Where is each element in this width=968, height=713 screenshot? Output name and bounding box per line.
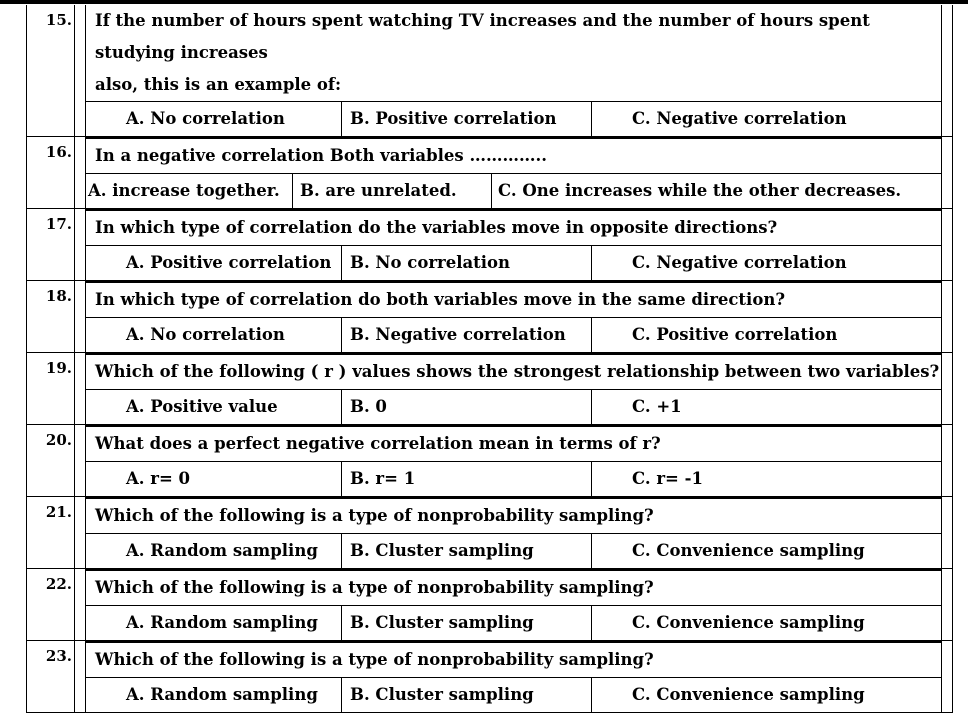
question-number: 16. [45, 143, 72, 161]
options-row [86, 174, 941, 208]
question-number: 21. [45, 503, 72, 521]
option-a[interactable]: A. No correlation [86, 102, 342, 136]
option-b[interactable]: B. 0 [342, 390, 592, 424]
question-stem: Which of the following is a type of nonprobability sampling? [86, 641, 941, 678]
options-row [86, 390, 941, 424]
option-a[interactable]: A. Positive value [86, 390, 342, 424]
question-stem: What does a perfect negative correlation mean in terms of r? [86, 425, 941, 462]
question-number: 15. [45, 11, 72, 29]
question-22 [26, 569, 953, 641]
option-b[interactable]: B. r= 1 [342, 462, 592, 496]
question-23 [26, 641, 953, 713]
options-row [86, 678, 941, 712]
options-row [86, 246, 941, 280]
question-stem: If the number of hours spent watching TV increases and the number of hours spent studying increases also, this is an example of: [86, 5, 941, 102]
question-stem: In which type of correlation do both variables move in the same direction? [86, 281, 941, 318]
question-17 [26, 209, 953, 281]
question-15 [26, 5, 953, 137]
top-rule [0, 0, 968, 4]
question-sheet [26, 5, 953, 713]
option-c[interactable]: C. Convenience sampling [632, 613, 865, 632]
options-row [86, 462, 941, 496]
question-20 [26, 425, 953, 497]
option-b[interactable]: B. Positive correlation [342, 102, 592, 136]
question-16 [26, 137, 953, 209]
option-c[interactable]: C. Negative correlation [632, 109, 847, 128]
option-b[interactable]: B. No correlation [342, 246, 592, 280]
question-stem: Which of the following is a type of nonprobability sampling? [86, 497, 941, 534]
option-c[interactable]: C. Convenience sampling [632, 541, 865, 560]
question-number: 17. [45, 215, 72, 233]
question-stem: Which of the following ( r ) values shows the strongest relationship between two variables? [86, 353, 941, 390]
options-row [86, 606, 941, 640]
question-number: 20. [45, 431, 72, 449]
option-c[interactable]: C. One increases while the other decreases. [498, 181, 902, 200]
option-a[interactable]: A. increase together. [86, 174, 293, 208]
option-a[interactable]: A. Random sampling [86, 678, 342, 712]
option-a[interactable]: A. No correlation [86, 318, 342, 352]
option-a[interactable]: A. Random sampling [86, 606, 342, 640]
question-19 [26, 353, 953, 425]
question-stem: In which type of correlation do the variables move in opposite directions? [86, 209, 941, 246]
question-stem: Which of the following is a type of nonprobability sampling? [86, 569, 941, 606]
option-c[interactable]: C. +1 [632, 397, 682, 416]
option-c[interactable]: C. Positive correlation [632, 325, 838, 344]
option-c[interactable]: C. Convenience sampling [632, 685, 865, 704]
question-number: 23. [45, 647, 72, 665]
question-number: 18. [45, 287, 72, 305]
question-18 [26, 281, 953, 353]
option-c[interactable]: C. r= -1 [632, 469, 703, 488]
option-a[interactable]: A. r= 0 [86, 462, 342, 496]
option-b[interactable]: B. Cluster sampling [342, 534, 592, 568]
option-b[interactable]: B. Cluster sampling [342, 606, 592, 640]
question-21 [26, 497, 953, 569]
option-b[interactable]: B. Negative correlation [342, 318, 592, 352]
options-row [86, 318, 941, 352]
options-row [86, 102, 941, 136]
option-c[interactable]: C. Negative correlation [632, 253, 847, 272]
option-a[interactable]: A. Random sampling [86, 534, 342, 568]
option-a[interactable]: A. Positive correlation [86, 246, 342, 280]
option-b[interactable]: B. Cluster sampling [342, 678, 592, 712]
question-number: 22. [45, 575, 72, 593]
options-row [86, 534, 941, 568]
question-number: 19. [45, 359, 72, 377]
question-stem: In a negative correlation Both variables ………….. [86, 137, 941, 174]
option-b[interactable]: B. are unrelated. [293, 174, 492, 208]
